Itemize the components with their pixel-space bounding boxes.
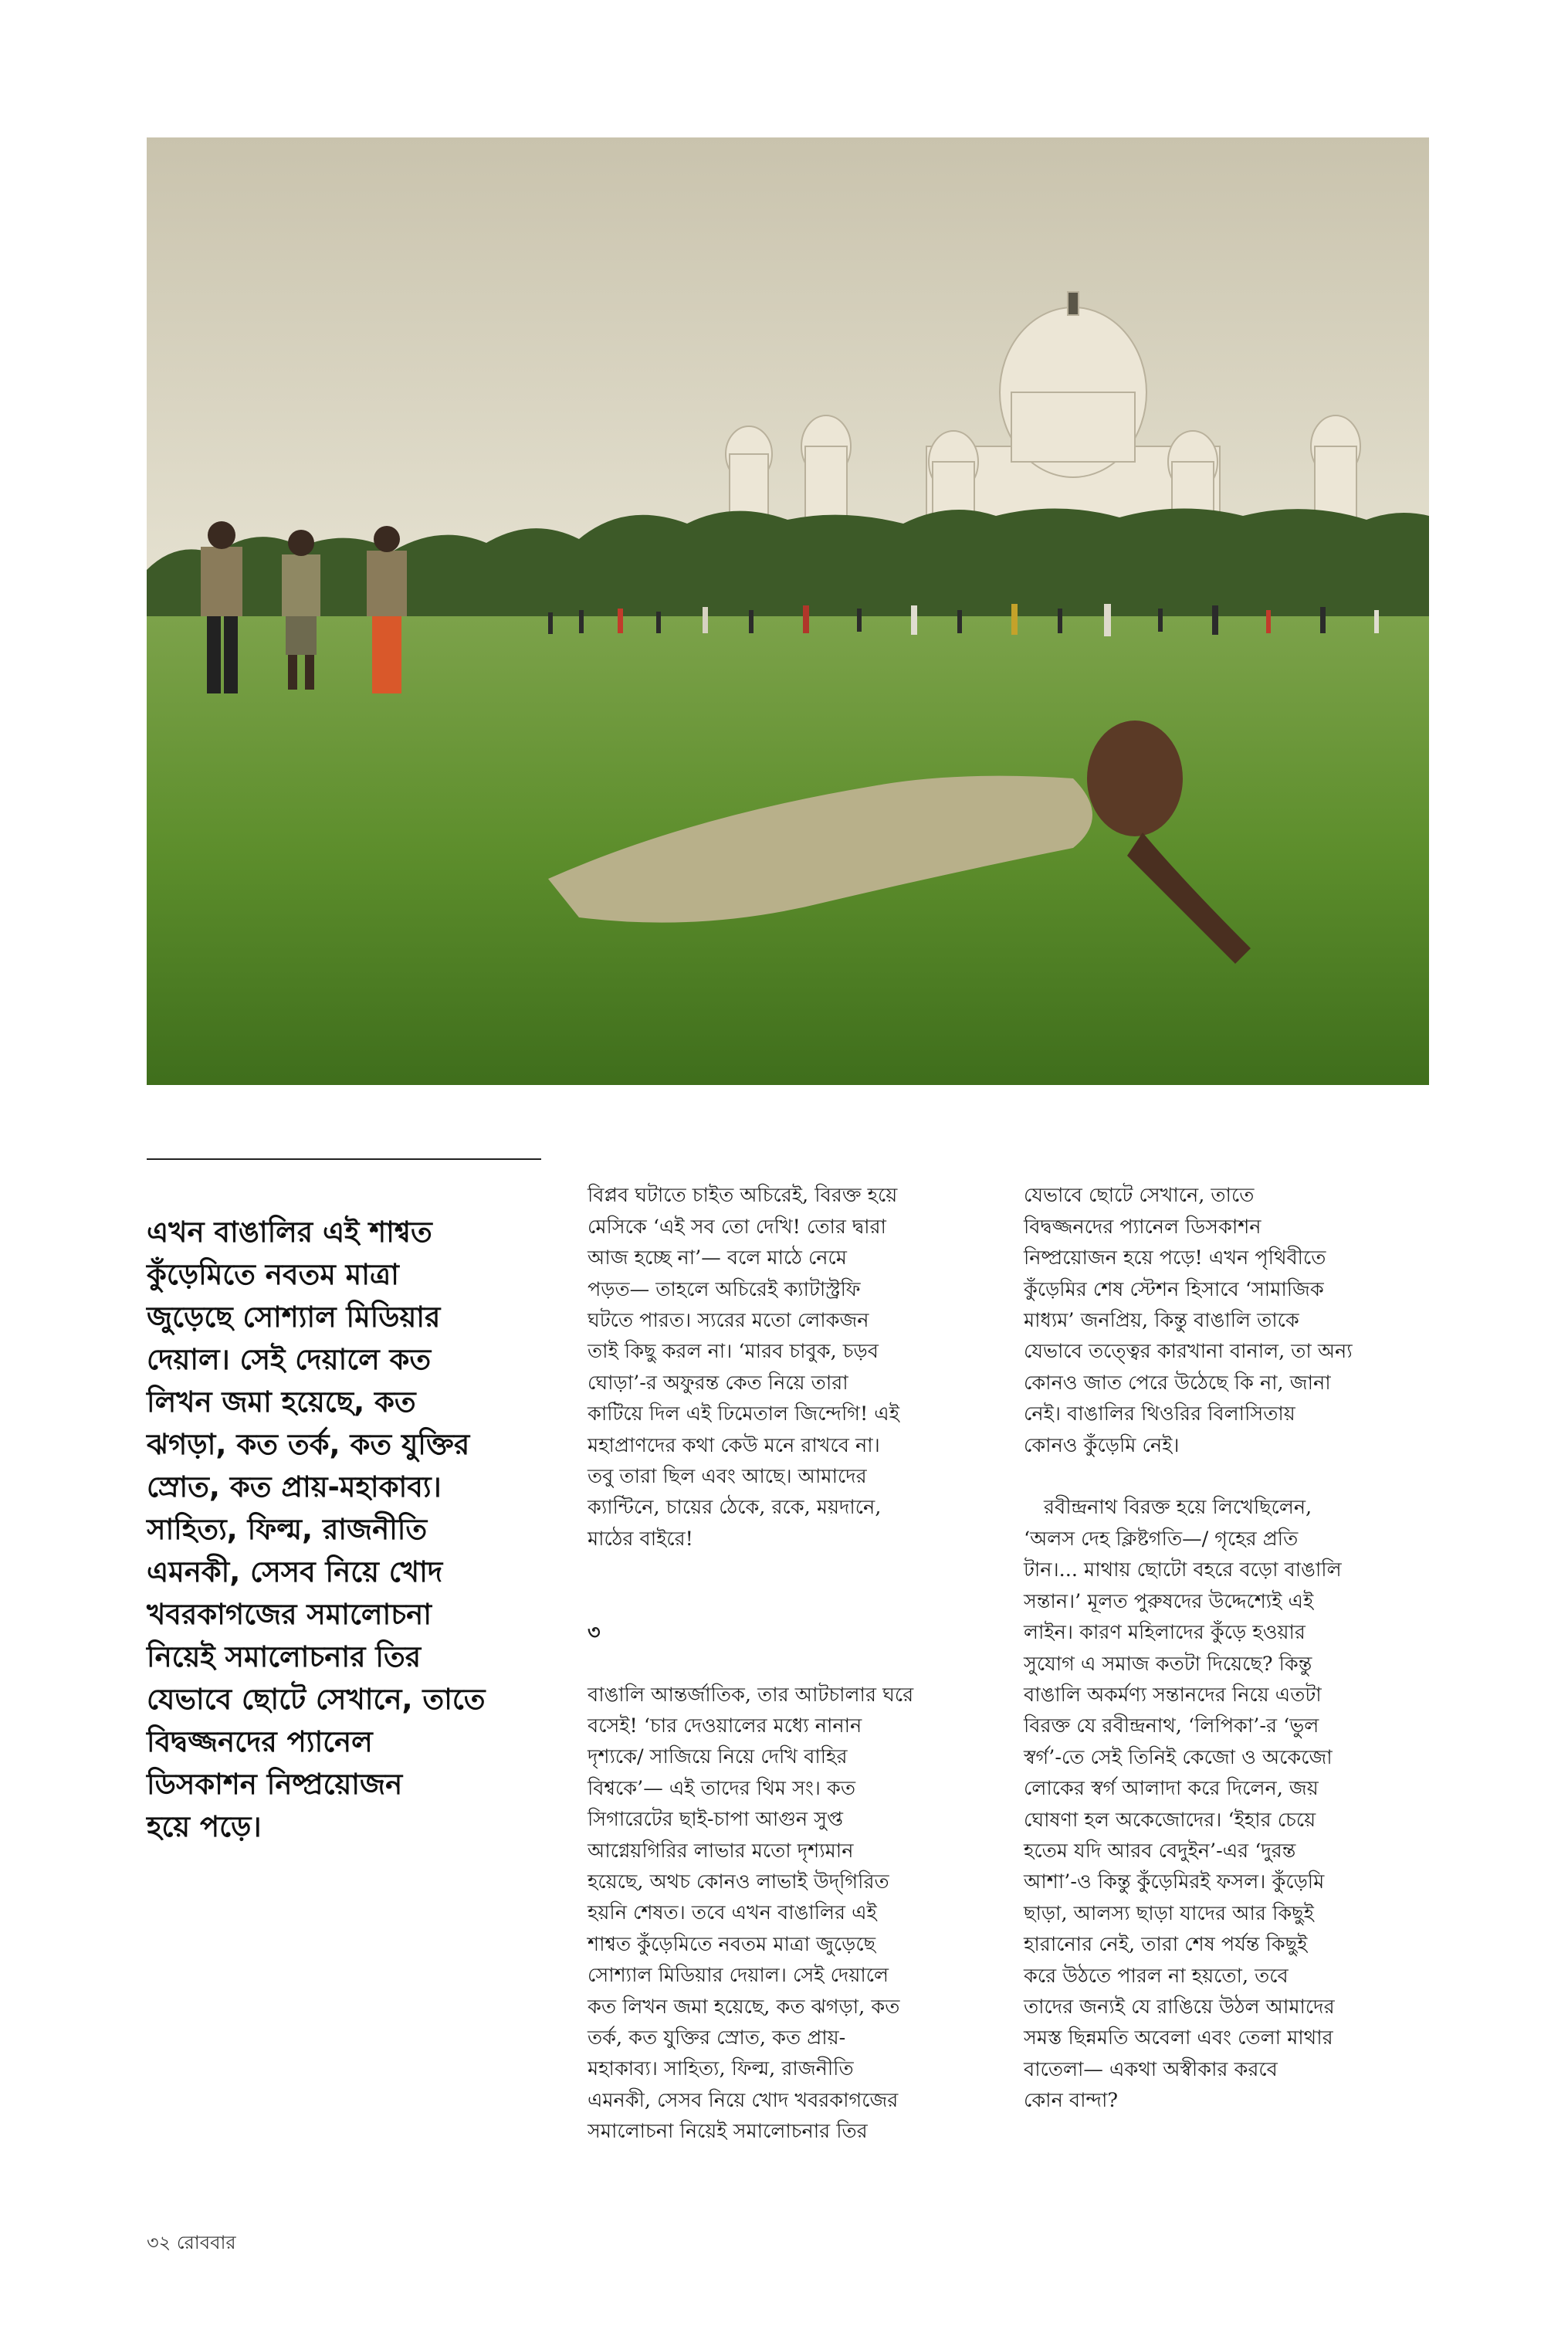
cover-photo [147, 137, 1429, 1085]
paragraph: বাঙালি আন্তর্জাতিক, তার আটচালার ঘরে বসেই! ‘চার দেওয়ালের মধ্যে নানান দৃশ্যকে/ সাজিয়ে নিয়ে দেখি বাহির বিশ্বকে’— এই তাদের থিম সং। কত সিগারেটের ছাই-চাপা আগুন সুপ্ত আগ্নেয়গিরির লাভার মতো দৃশ্যমান হয়েছে, অথচ কোনও লাভাই উদ্‌গিরিত হয়নি শেষত। তবে এখন বাঙালির এই শাশ্বত কুঁড়েমিতে নবতম মাত্রা জুড়েছে সোশ্যাল মিডিয়ার দেয়াল। সেই দেয়ালে কত লিখন জমা হয়েছে, কত ঝগড়া, কত তর্ক, কত যুক্তির স্রোত, কত প্রায়- মহাকাব্য। সাহিত্য, ফিল্ম, রাজনীতি এমনকী, সেসব নিয়ে খোদ খবরকাগজের সমালোচনা নিয়েই সমালোচনার তির [588, 1683, 914, 2144]
article-column-2 [588, 1149, 997, 2179]
section-number: ৩ [588, 1620, 601, 1644]
paragraph: রবীন্দ্রনাথ বিরক্ত হয়ে লিখেছিলেন, ‘অলস দেহ ক্লিষ্টগতি—/ গৃহের প্রতি টান।... মাথায় ছোটো বহরে বড়ো বাঙালি সন্তান।’ মূলত পুরুষদের উদ্দেশ্যেই এই লাইন। কারণ মহিলাদের কুঁড়ে হওয়ার সুযোগ এ সমাজ কতটা দিয়েছে? কিন্তু বাঙালি অকর্মণ্য সন্তানদের নিয়ে এতটা বিরক্ত যে রবীন্দ্রনাথ, ‘লিপিকা’-র ‘ভুল স্বর্গ’-তে সেই তিনিই কেজো ও অকেজো লোকের স্বর্গ আলাদা করে দিলেন, জয় ঘোষণা হল অকেজোদের। ‘ইহার চেয়ে হতেম যদি আরব বেদুইন’-এর ‘দুরন্ত আশা’-ও কিন্তু কুঁড়েমিরই ফসল। কুঁড়েমি ছাড়া, আলস্য ছাড়া যাদের আর কিছুই হারানোর নেই, তারা শেষ পর্যন্ত কিছুই করে উঠতে পারল না হয়তো, তবে তাদের জন্যই যে রাঙিয়ে উঠল আমাদের সমস্ত ছিন্নমতি অবেলা এবং তেলা মাথার বাতেলা— একথা অস্বীকার করবে কোন বান্দা? [1024, 1496, 1342, 2113]
paragraph: বিপ্লব ঘটাতে চাইত অচিরেই, বিরক্ত হয়ে মেসিকে ‘এই সব তো দেখি! তোর দ্বারা আজ হচ্ছে না’— বলে মাঠে নেমে পড়ত— তাহলে অচিরেই ক্যাটাস্ট্রফি ঘটতে পারত। স্যরের মতো লোকজন তাই কিছু করল না। ‘মারব চাবুক, চড়ব ঘোড়া’-র অফুরন্ত কেত নিয়ে তারা কাটিয়ে দিল এই ঢিমেতাল জিন্দেগি! এই মহাপ্রাণদের কথা কেউ মনে রাখবে না। তবু তারা ছিল এবং আছে। আমাদের ক্যান্টিনে, চায়ের ঠেকে, রকে, ময়দানে, মাঠের বাইরে! [588, 1184, 899, 1551]
page-folio: ৩২ রোববার [147, 2232, 236, 2253]
pullquote-rule [147, 1158, 541, 1160]
pull-quote: এখন বাঙালির এই শাশ্বত কুঁড়েমিতে নবতম মাত্রা জুড়েছে সোশ্যাল মিডিয়ার দেয়াল। সেই দেয়ালে কত লিখন জমা হয়েছে, কত ঝগড়া, কত তর্ক, কত যুক্তির স্রোত, কত প্রায়-মহাকাব্য। সাহিত্য, ফিল্ম, রাজনীতি এমনকী, সেসব নিয়ে খোদ খবরকাগজের সমালোচনা নিয়েই সমালোচনার তির যেভাবে ছোটে সেখানে, তাতে বিদ্বজ্জনদের প্যানেল ডিসকাশন নিষ্প্রয়োজন হয়ে পড়ে। [147, 1216, 486, 1843]
paragraph: যেভাবে ছোটে সেখানে, তাতে বিদ্বজ্জনদের প্যানেল ডিসকাশন নিষ্প্রয়োজন হয়ে পড়ে! এখন পৃথিবীতে কুঁড়েমির শেষ স্টেশন হিসাবে ‘সামাজিক মাধ্যম’ জনপ্রিয়, কিন্তু বাঙালি তাকে যেভাবে তত্ত্বের কারখানা বানাল, তা অন্য কোনও জাত পেরে উঠেছে কি না, জানা নেই। বাঙালির থিওরির বিলাসিতায় কোনও কুঁড়েমি নেই। [1024, 1184, 1353, 1457]
sky [147, 137, 1429, 570]
article-column-3 [1024, 1149, 1433, 2148]
